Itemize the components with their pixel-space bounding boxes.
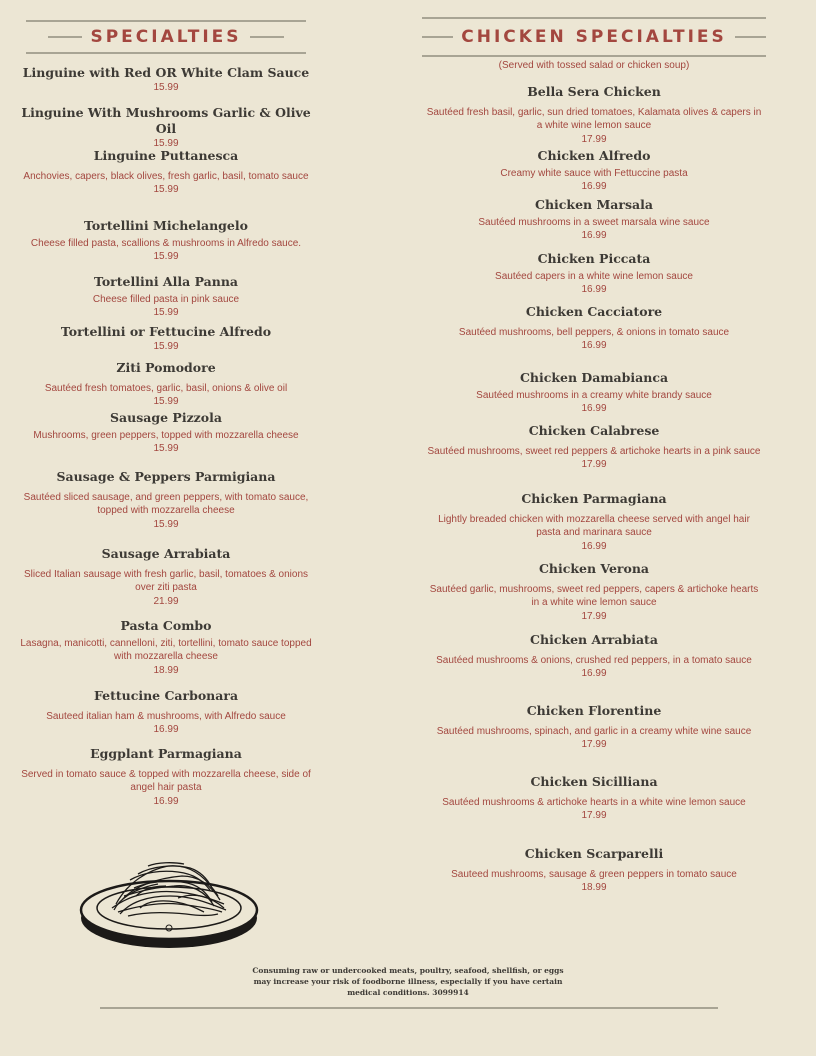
menu-item-name: Tortellini Michelangelo <box>84 218 248 233</box>
chicken-specialties-header <box>422 0 766 57</box>
menu-item <box>422 148 766 194</box>
menu-item-description: Sautéed mushrooms, spinach, and garlic in a creamy white wine sauce <box>436 726 752 737</box>
menu-item-name: Chicken Damabianca <box>519 370 669 385</box>
menu-item-description: Sautéed garlic, mushrooms, sweet red peppers, capers & artichoke hearts in a white wine lemon sauce <box>429 584 759 609</box>
menu-item <box>10 324 322 353</box>
menu-item <box>422 84 766 146</box>
header-dash-left <box>422 36 453 38</box>
menu-item <box>10 105 322 150</box>
menu-item-name: Chicken Marsala <box>535 197 653 212</box>
specialties-column <box>10 0 322 807</box>
menu-item-name: Ziti Pomodore <box>116 360 216 375</box>
menu-item-price: 17.99 <box>581 610 607 622</box>
menu-item <box>422 491 766 553</box>
menu-item-description: Cheese filled pasta in pink sauce <box>92 294 240 305</box>
menu-item-price: 16.99 <box>153 724 179 736</box>
menu-item-name: Fettucine Carbonara <box>93 688 239 703</box>
menu-item-name: Chicken Parmagiana <box>521 491 667 506</box>
menu-item-price: 17.99 <box>581 133 607 145</box>
header-row <box>422 19 766 55</box>
served-with-note: (Served with tossed salad or chicken soup) <box>498 60 690 71</box>
menu-item-name: Linguine With Mushrooms Garlic & Olive Oil <box>21 105 311 136</box>
menu-item-price: 15.99 <box>153 307 179 319</box>
header-rule-bottom <box>26 52 306 54</box>
menu-item-name: Linguine with Red OR White Clam Sauce <box>22 65 310 80</box>
menu-item-name: Chicken Piccata <box>537 251 651 266</box>
menu-item <box>10 688 322 737</box>
menu-item-name: Bella Sera Chicken <box>527 84 661 99</box>
menu-item-price: 17.99 <box>581 459 607 471</box>
menu-item <box>10 410 322 456</box>
menu-item-price: 16.99 <box>581 230 607 242</box>
menu-item-price: 15.99 <box>153 184 179 196</box>
menu-item-price: 16.99 <box>153 795 179 807</box>
menu-item-name: Sausage & Peppers Parmigiana <box>56 469 276 484</box>
menu-item <box>422 846 766 895</box>
menu-item-price: 15.99 <box>153 251 179 263</box>
menu-item-name: Pasta Combo <box>120 618 212 633</box>
food-safety-disclaimer: Consuming raw or undercooked meats, poultry, seafood, shellfish, or eggs may increase your risk of foodborne illness, especially if you have certain medical conditions. 3099914 <box>252 966 564 997</box>
menu-item-price: 15.99 <box>153 341 179 352</box>
menu-item <box>422 370 766 416</box>
footer-rule <box>100 1007 718 1009</box>
menu-item-name: Chicken Sicilliana <box>530 774 658 789</box>
menu-item-price: 17.99 <box>581 739 607 751</box>
header-dash-right <box>250 36 284 38</box>
menu-item-description: Sautéed sliced sausage, and green peppers, with tomato sauce, topped with mozzarella cheese <box>23 492 309 517</box>
chicken-specialties-column <box>422 0 766 894</box>
menu-item <box>10 546 322 608</box>
menu-item-price: 16.99 <box>581 668 607 680</box>
menu-item-name: Chicken Scarparelli <box>524 846 664 861</box>
menu-item <box>422 423 766 472</box>
menu-item-description: Creamy white sauce with Fettuccine pasta <box>500 168 688 179</box>
menu-item <box>422 632 766 681</box>
menu-item-description: Sautéed mushrooms in a sweet marsala wine sauce <box>478 217 710 228</box>
menu-item-description: Sautéed mushrooms & onions, crushed red peppers, in a tomato sauce <box>436 655 752 666</box>
menu-item-price: 21.99 <box>153 595 179 607</box>
menu-item-description: Lasagna, manicotti, cannelloni, ziti, tortellini, tomato sauce topped with mozzarella cheese <box>20 638 312 663</box>
menu-item-name: Linguine Puttanesca <box>93 148 239 163</box>
menu-item-price: 16.99 <box>581 181 607 193</box>
menu-item-description: Sautéed fresh basil, garlic, sun dried tomatoes, Kalamata olives & capers in a white wine lemon sauce <box>426 107 762 132</box>
menu-item-price: 16.99 <box>581 403 607 415</box>
menu-item-name: Chicken Verona <box>538 561 650 576</box>
menu-item-description: Mushrooms, green peppers, topped with mozzarella cheese <box>33 430 299 441</box>
menu-item-description: Sliced Italian sausage with fresh garlic, basil, tomatoes & onions over ziti pasta <box>23 569 309 594</box>
menu-item-name: Sausage Arrabiata <box>101 546 231 561</box>
menu-item-description: Cheese filled pasta, scallions & mushrooms in Alfredo sauce. <box>30 238 302 249</box>
header-row <box>26 22 306 52</box>
menu-item-description: Sautéed mushrooms in a creamy white brandy sauce <box>476 390 712 401</box>
section-title: SPECIALTIES <box>90 27 242 47</box>
menu-item <box>10 360 322 409</box>
menu-item <box>422 561 766 623</box>
menu-item <box>422 304 766 353</box>
menu-item-description: Sautéed mushrooms, bell peppers, & onions in tomato sauce <box>458 327 730 338</box>
menu-item-name: Tortellini or Fettucine Alfredo <box>60 324 272 339</box>
menu-item-price: 16.99 <box>581 540 607 552</box>
menu-item-description: Sauteed mushrooms, sausage & green peppers in tomato sauce <box>451 869 737 880</box>
menu-item <box>422 197 766 243</box>
menu-item <box>10 274 322 320</box>
menu-item-name: Chicken Calabrese <box>528 423 660 438</box>
menu-item <box>10 469 322 531</box>
menu-item <box>422 251 766 297</box>
menu-item-description: Sautéed fresh tomatoes, garlic, basil, onions & olive oil <box>44 383 288 394</box>
menu-item-description: Sautéed mushrooms & artichoke hearts in a white wine lemon sauce <box>442 797 746 808</box>
menu-item-price: 15.99 <box>153 138 179 149</box>
menu-item-description: Anchovies, capers, black olives, fresh garlic, basil, tomato sauce <box>23 171 309 182</box>
menu-item-price: 15.99 <box>153 443 179 455</box>
menu-item-name: Eggplant Parmagiana <box>90 746 242 761</box>
menu-item-price: 15.99 <box>153 82 179 93</box>
menu-item <box>10 218 322 264</box>
header-dash-right <box>735 36 766 38</box>
menu-item-name: Chicken Alfredo <box>537 148 651 163</box>
menu-item <box>10 65 322 94</box>
menu-item-description: Sautéed mushrooms, sweet red peppers & artichoke hearts in a pink sauce <box>427 446 761 457</box>
header-rule-bottom <box>422 55 766 57</box>
menu-item-price: 17.99 <box>581 810 607 822</box>
header-dash-left <box>48 36 82 38</box>
menu-item <box>10 746 322 808</box>
menu-item-description: Served in tomato sauce & topped with mozzarella cheese, side of angel hair pasta <box>21 769 311 794</box>
menu-item <box>422 703 766 752</box>
menu-item-description: Lightly breaded chicken with mozzarella cheese served with angel hair pasta and marinara sauce <box>438 514 750 539</box>
menu-item <box>422 774 766 823</box>
menu-item-price: 16.99 <box>581 284 607 296</box>
menu-item <box>10 148 322 197</box>
menu-item-name: Chicken Florentine <box>526 703 662 718</box>
menu-item-price: 18.99 <box>581 882 607 894</box>
menu-item-price: 16.99 <box>581 340 607 352</box>
menu-item-description: Sautéed capers in a white wine lemon sauce <box>495 271 693 282</box>
menu-item-price: 18.99 <box>153 664 179 676</box>
menu-item-name: Chicken Cacciatore <box>525 304 663 319</box>
menu-item-price: 15.99 <box>153 396 179 408</box>
menu-item-price: 15.99 <box>153 518 179 530</box>
menu-item-name: Tortellini Alla Panna <box>93 274 239 289</box>
specialties-header <box>26 0 306 54</box>
section-title: CHICKEN SPECIALTIES <box>461 27 727 47</box>
menu-item-name: Sausage Pizzola <box>110 410 222 425</box>
spaghetti-plate-icon <box>78 852 260 954</box>
menu-item <box>10 618 322 677</box>
menu-item-description: Sauteed italian ham & mushrooms, with Alfredo sauce <box>46 711 286 722</box>
menu-item-name: Chicken Arrabiata <box>530 632 658 647</box>
